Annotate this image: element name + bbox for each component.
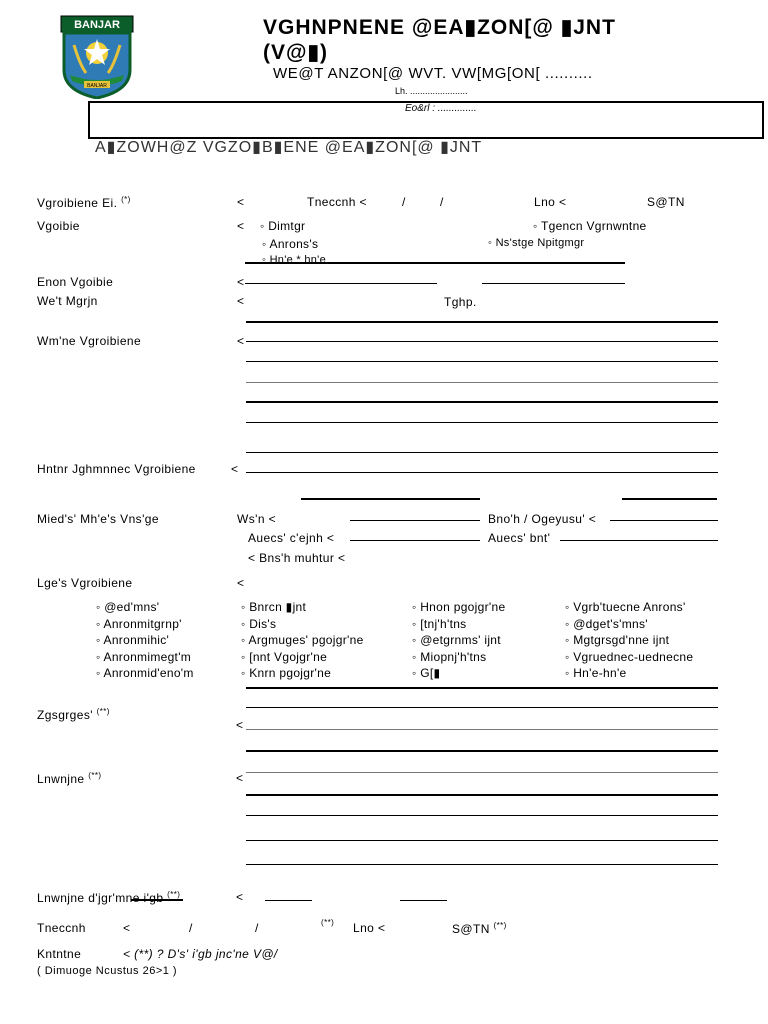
colon: < (123, 921, 131, 935)
report-type-option[interactable]: ◦ Anronmimegt'm (96, 649, 192, 664)
witness-line[interactable] (246, 772, 718, 773)
evidence-line[interactable] (246, 794, 718, 796)
reporter-option-2[interactable]: ◦ Tgencn Vgrnwntne (533, 219, 647, 233)
evidence-line[interactable] (246, 815, 718, 816)
time-label: Lno < (534, 195, 567, 209)
witness-line[interactable] (246, 707, 718, 708)
reporter-name-field[interactable] (245, 283, 437, 284)
report-type-option[interactable]: ◦ Anronmihic' (96, 633, 170, 647)
time-zone: S@TN (**) (452, 921, 507, 936)
colon: < (236, 771, 244, 785)
report-type-option[interactable]: ◦ Knrn pgojgr'ne (241, 666, 332, 680)
location-a-field[interactable] (350, 520, 480, 521)
location-b-label: Bno'h / Ogeyusu' < (488, 512, 597, 526)
location-e-label: < Bns'h muhtur < (248, 551, 346, 565)
colon: < (237, 294, 245, 308)
colon: < (237, 334, 245, 348)
content-line[interactable] (246, 422, 718, 423)
header-box-text: Eo&rl : .............. (405, 103, 477, 114)
reporter-option-3[interactable]: ◦ Anrons's (262, 237, 319, 251)
regency-logo-emblem (60, 15, 134, 99)
underline-mark (131, 899, 183, 901)
date-separator: / (189, 921, 193, 935)
fill-line[interactable] (482, 283, 625, 284)
form-title-line1: VGHNPNENE @EA▮ZON[@ ▮JNT (263, 16, 616, 39)
phone-label: Tghp. (444, 295, 477, 309)
fill-line[interactable] (301, 498, 480, 500)
colon: < (237, 195, 245, 209)
report-type-option[interactable]: ◦ [tnj'h'tns (412, 616, 467, 631)
address-label: We't Mgrjn (37, 294, 98, 308)
report-type-label: Lge's Vgroibiene (37, 576, 133, 590)
fill-line (245, 262, 625, 264)
report-type-option[interactable]: ◦ @dget's'mns' (565, 616, 648, 631)
report-type-option[interactable]: ◦ [nnt Vgojgr'ne (241, 649, 328, 664)
logo-ribbon-text: BANJAR (87, 83, 107, 89)
form-title-line2: (V@▮) (263, 41, 329, 64)
colon: < (237, 576, 245, 590)
location-label: Mied's' Mh'e's Vns'ge (37, 512, 159, 526)
colon: < (237, 275, 245, 289)
date-label: Tneccnh < (307, 195, 367, 209)
footnote-marker: (**) (321, 918, 335, 927)
time-label: Lno < (353, 921, 386, 935)
report-type-option[interactable]: ◦ Hn'e-hn'e (565, 666, 627, 680)
location-c-field[interactable] (350, 540, 480, 541)
evidence-line[interactable] (246, 840, 718, 841)
section-title-behind-box: A▮ZOWH@Z VGZO▮B▮ENE @EA▮ZON[@ ▮JNT (95, 139, 483, 156)
logo-text: BANJAR (74, 19, 120, 31)
address-field[interactable] (246, 321, 718, 323)
report-type-option[interactable]: ◦ Bnrcn ▮jnt (241, 600, 307, 614)
evidence-count-label: Lnwnjne d'jgr'mne i'gb (**) (37, 890, 181, 905)
report-type-option[interactable]: ◦ G[▮ (412, 666, 441, 680)
witness-line[interactable] (246, 750, 718, 752)
content-line[interactable] (246, 382, 718, 383)
location-c-label: Auecs' c'ejnh < (248, 531, 335, 545)
colon: < (236, 718, 244, 732)
evidence-count-field[interactable] (400, 900, 447, 901)
location-d-label: Auecs' bnt' (488, 531, 551, 545)
footer-note: ( Dimuoge Ncustus 26>1 ) (37, 965, 178, 977)
date-label: Tneccnh (37, 921, 86, 935)
fill-line[interactable] (246, 687, 718, 689)
reporter-option-5[interactable]: ◦ Hn'e * hn'e (262, 254, 326, 266)
reporter-label: Vgoibie (37, 219, 80, 233)
signature-note: < (**) ? D's' i'gb jnc'ne V@/ (123, 947, 278, 961)
evidence-label: Lnwnjne (**) (37, 771, 102, 786)
evidence-count-field[interactable] (265, 900, 312, 901)
colon: < (231, 462, 239, 476)
report-type-option[interactable]: ◦ Miopnj'h'tns (412, 649, 487, 664)
report-type-option[interactable]: ◦ Anronmitgrnp' (96, 616, 182, 631)
evidence-line[interactable] (246, 864, 718, 865)
report-number-label: Vgroibiene Ei. (*) (37, 195, 131, 210)
location-b-field[interactable] (610, 520, 718, 521)
date-separator: / (255, 921, 259, 935)
time-zone: S@TN (647, 195, 685, 209)
witness-line[interactable] (246, 729, 718, 730)
reporter-option-4[interactable]: ◦ Ns'stge Npitgmgr (488, 237, 585, 249)
colon: < (237, 219, 245, 233)
report-type-option[interactable]: ◦ Hnon pgojgr'ne (412, 600, 506, 614)
report-content-label: Wm'ne Vgroibiene (37, 334, 142, 348)
report-type-option[interactable]: ◦ Vgruednec-uednecne (565, 649, 694, 664)
report-type-column-3 (412, 600, 505, 683)
fill-line[interactable] (622, 498, 717, 500)
report-type-option[interactable]: ◦ Dis's (241, 616, 277, 631)
colon: < (236, 890, 244, 904)
incident-label: Hntnr Jghmnnec Vgroibiene (37, 462, 196, 476)
report-type-option[interactable]: ◦ Anronmid'eno'm (96, 666, 194, 680)
form-number-line: Lh. ....................... (395, 86, 468, 96)
content-line[interactable] (246, 401, 718, 403)
reporter-option-1[interactable]: ◦ Dimtgr (260, 219, 306, 233)
content-line[interactable] (246, 341, 718, 342)
date-separator: / (440, 195, 444, 209)
form-subtitle: WE@T ANZON[@ WVT. VW[MG[ON[ .......... (273, 65, 593, 82)
report-type-column-4 (565, 600, 693, 683)
content-line[interactable] (246, 452, 718, 453)
report-type-option[interactable]: ◦ Vgrb'tuecne Anrons' (565, 600, 686, 614)
incident-field[interactable] (246, 472, 718, 473)
report-type-option[interactable]: ◦ @ed'mns' (96, 600, 160, 614)
report-type-column-1 (96, 600, 194, 683)
report-type-option[interactable]: ◦ Mgtgrsgd'nne ijnt (565, 633, 670, 647)
reporter-name-label: Enon Vgoibie (37, 275, 114, 289)
date-separator: / (402, 195, 406, 209)
report-type-option[interactable]: ◦ @etgrnms' ijnt (412, 633, 501, 647)
location-d-field[interactable] (560, 540, 718, 541)
content-line[interactable] (246, 361, 718, 362)
signature-label: Kntntne (37, 947, 82, 961)
report-type-option[interactable]: ◦ Argmuges' pgojgr'ne (241, 633, 364, 647)
witness-label: Zgsgrges' (**) (37, 707, 110, 722)
report-type-column-2 (241, 600, 364, 683)
location-a-label: Ws'n < (237, 512, 277, 526)
